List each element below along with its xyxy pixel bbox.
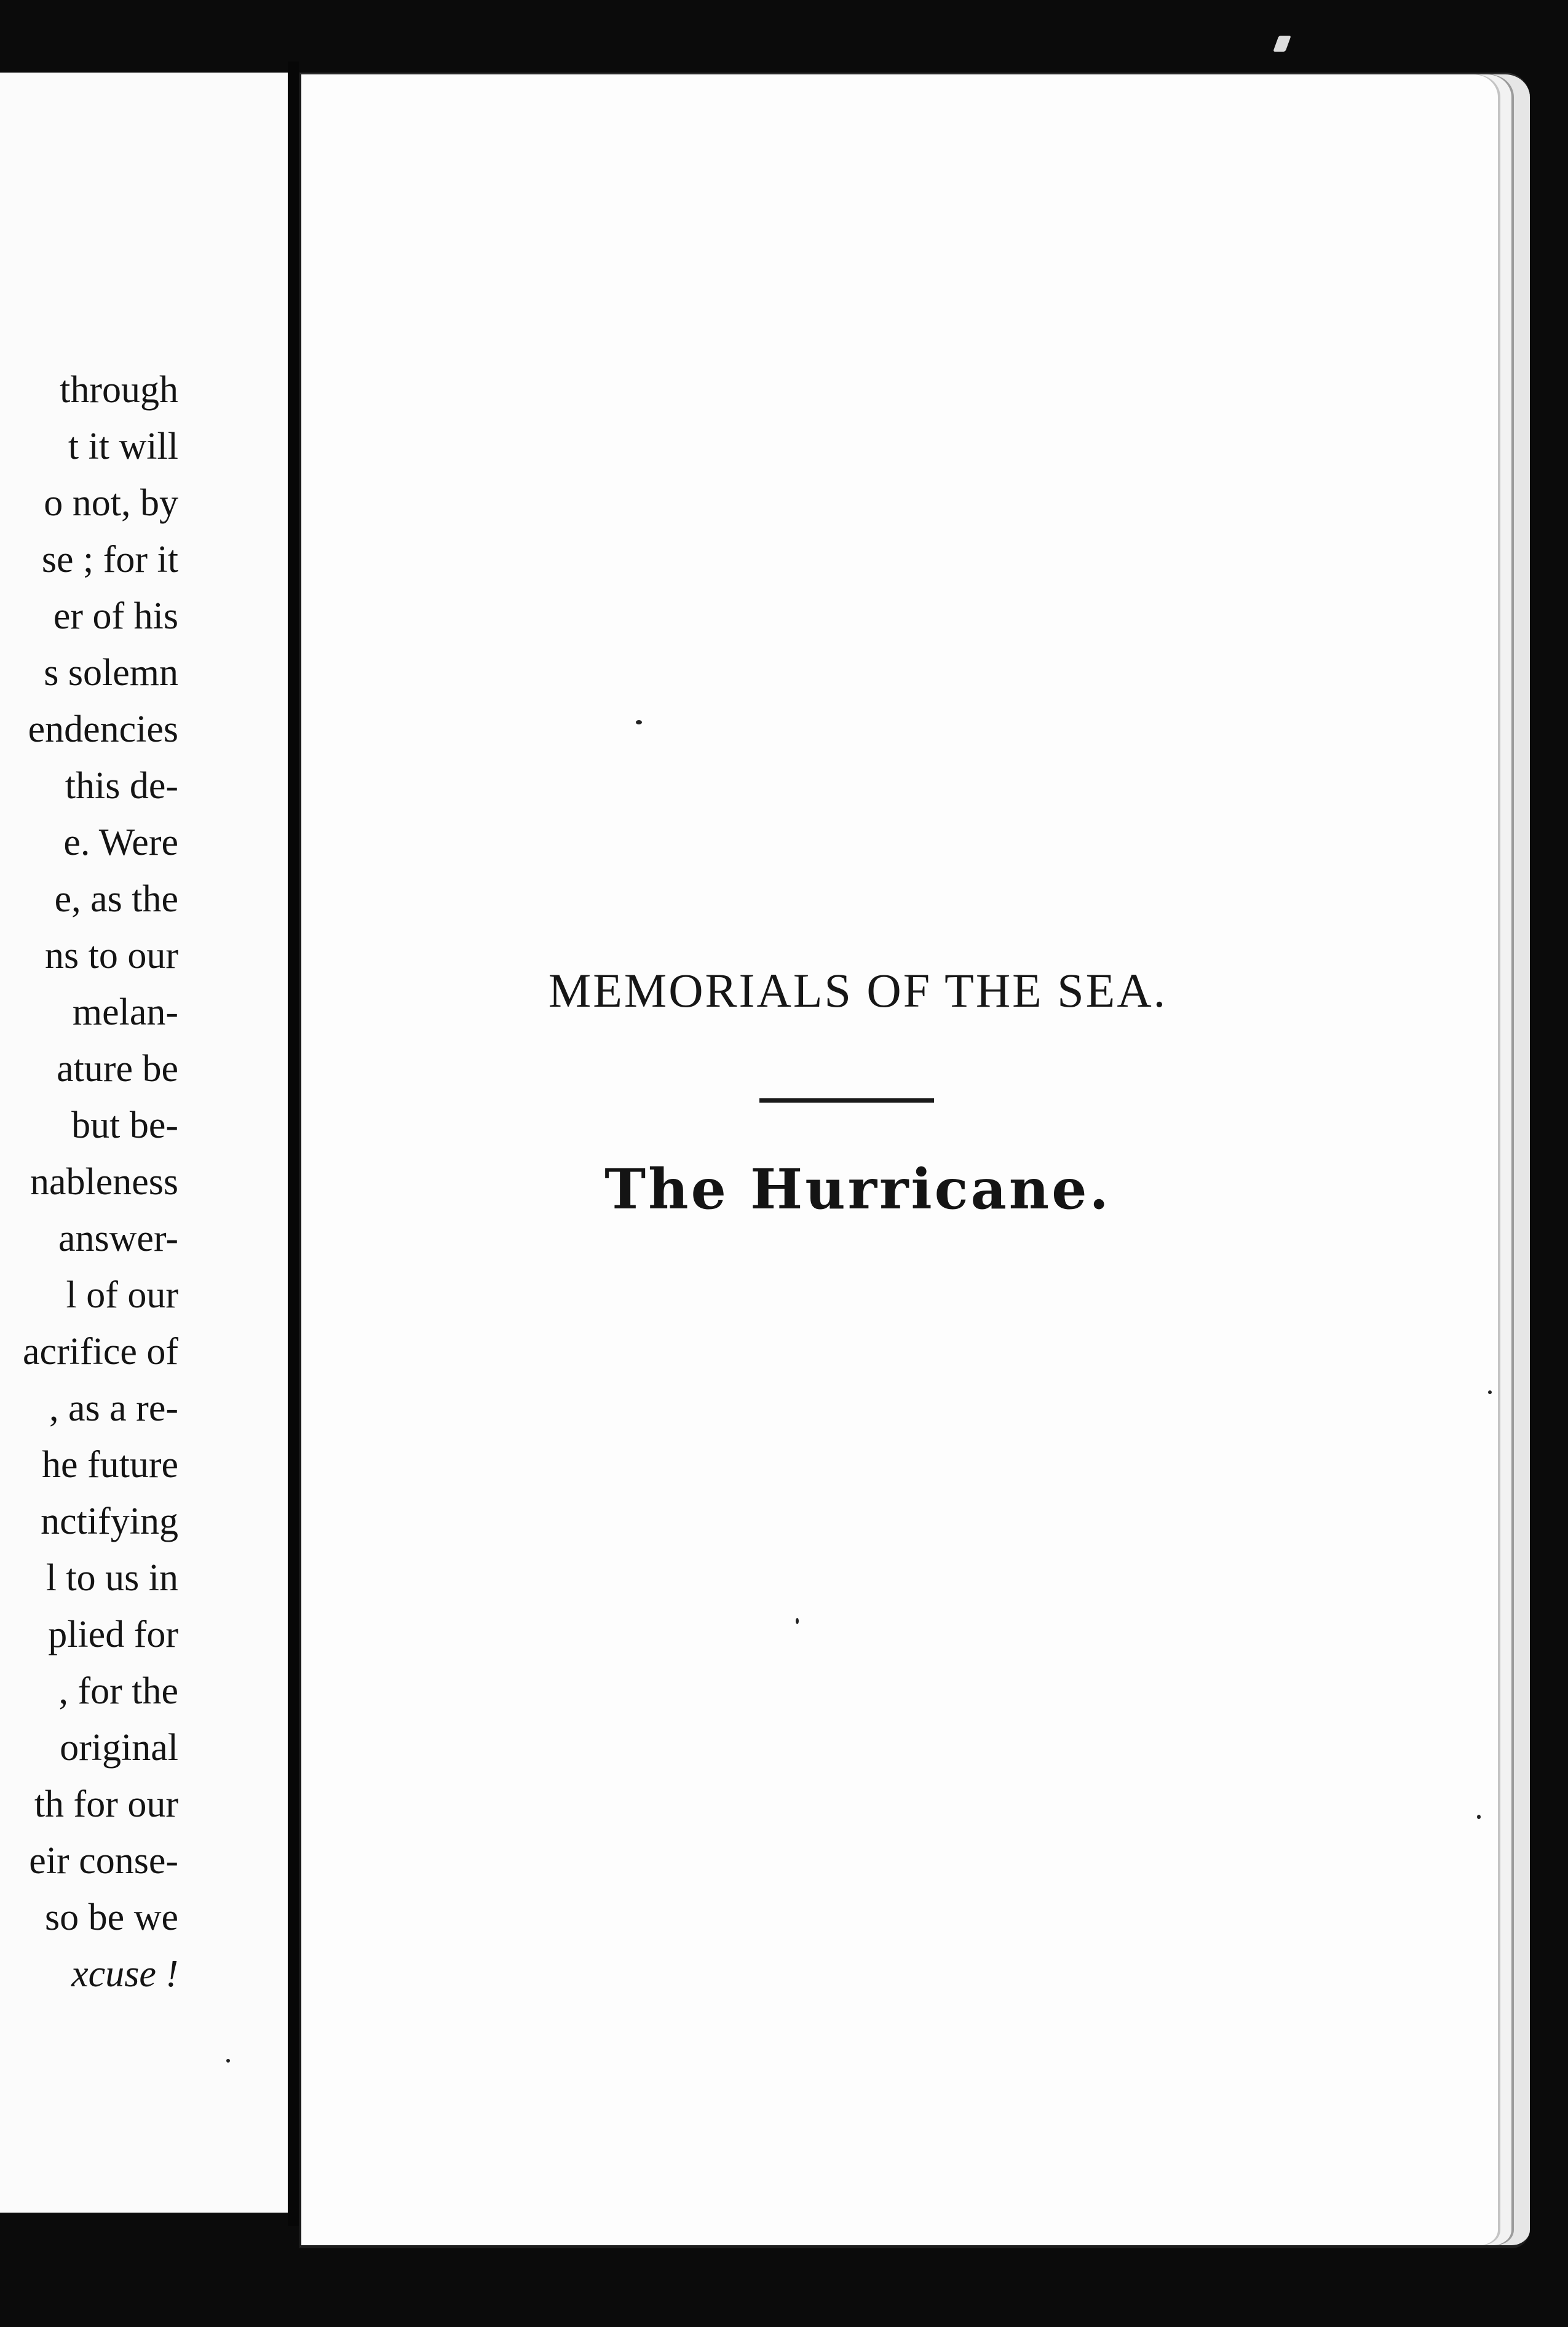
- book-gutter: [288, 61, 299, 2226]
- text-line: original: [60, 1727, 178, 1769]
- ink-speck: [636, 720, 642, 724]
- text-line: se ; for it: [41, 539, 178, 581]
- right-page: [299, 73, 1530, 2248]
- text-line: melan-: [72, 991, 178, 1033]
- text-line: o not, by: [44, 482, 178, 524]
- text-line: answer-: [58, 1218, 178, 1259]
- text-line: acrifice of: [23, 1331, 178, 1373]
- text-line: e. Were: [63, 822, 178, 863]
- text-line: he future: [41, 1444, 178, 1486]
- text-line: this de-: [65, 765, 178, 807]
- text-line: through: [60, 369, 178, 411]
- page-subtitle: The Hurricane.: [604, 1157, 1111, 1222]
- text-line: ns to our: [45, 935, 178, 977]
- text-line: l of our: [66, 1274, 178, 1316]
- text-line: xcuse !: [71, 1953, 178, 1995]
- left-page: [0, 73, 291, 2213]
- text-line: plied for: [48, 1614, 178, 1655]
- ink-speck: [1488, 1390, 1492, 1394]
- text-line: , as a re-: [49, 1387, 178, 1429]
- text-line: so be we: [45, 1897, 178, 1938]
- scan-edge-mark: [1273, 36, 1291, 52]
- text-line: s solemn: [44, 652, 178, 694]
- text-line: endencies: [28, 708, 178, 750]
- text-line: th for our: [34, 1783, 178, 1825]
- text-line: nableness: [30, 1161, 178, 1203]
- ink-speck: [226, 2059, 230, 2063]
- text-line: l to us in: [46, 1557, 178, 1599]
- text-line: eir conse-: [29, 1840, 178, 1882]
- title-rule: [759, 1098, 934, 1103]
- text-line: but be-: [71, 1104, 178, 1146]
- text-line: ature be: [57, 1048, 178, 1090]
- text-line: , for the: [58, 1670, 178, 1712]
- page-title: MEMORIALS OF THE SEA.: [548, 964, 1168, 1017]
- text-line: e, as the: [54, 878, 178, 920]
- text-line: er of his: [53, 595, 178, 637]
- text-line: nctifying: [41, 1500, 178, 1542]
- left-page-text: [23, 362, 178, 2002]
- ink-speck: [1477, 1815, 1481, 1819]
- ink-speck: [796, 1618, 799, 1624]
- text-line: t it will: [68, 426, 178, 467]
